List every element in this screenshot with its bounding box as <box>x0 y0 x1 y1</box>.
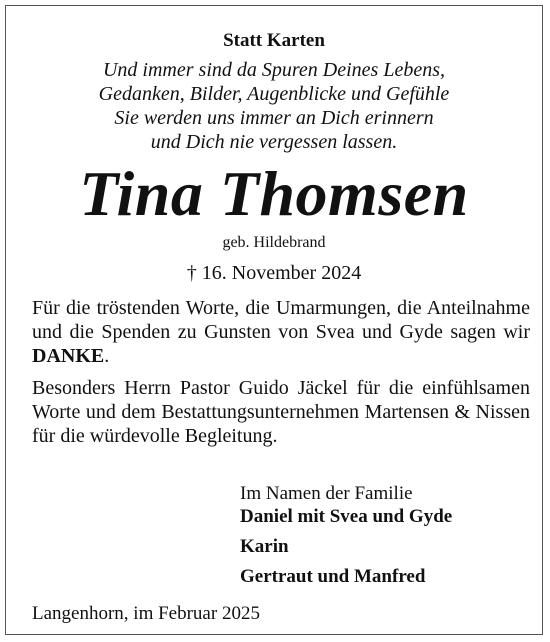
poem-line: Gedanken, Bilder, Augenblicke und Gefühle <box>98 83 450 105</box>
family-member: Gertraut und Manfred <box>240 566 426 587</box>
family-member: Daniel mit Svea und Gyde <box>240 506 453 527</box>
family-member: Karin <box>240 536 289 557</box>
place-date: Langenhorn, im Februar 2025 <box>32 603 260 624</box>
obituary-frame <box>5 5 543 635</box>
family-intro: Im Namen der Familie <box>240 483 413 504</box>
thanks-text: Für die tröstenden Worte, die Umarmungen, die Anteilnahme und die Spenden zu Gunsten von Svea und Gyde sagen wir <box>32 297 530 343</box>
poem-line: und Dich nie vergessen lassen. <box>150 131 398 153</box>
acknowledgement-paragraph: Besonders Herrn Pastor Guido Jäckel für die einfühlsamen Worte und dem Bestattungsunternehmen Martensen & Nissen für die würdevolle Begleitung. <box>32 377 530 447</box>
thanks-period: . <box>104 345 110 367</box>
deceased-name: Tina Thomsen <box>79 158 469 229</box>
poem-line: Und immer sind da Spuren Deines Lebens, <box>102 59 445 81</box>
death-date: 16. November 2024 <box>201 262 362 284</box>
poem <box>6 58 542 154</box>
poem-line: Sie werden uns immer an Dich erinnern <box>114 107 434 129</box>
thanks-paragraph <box>32 296 530 368</box>
danke-emphasis: DANKE <box>32 345 105 367</box>
death-line <box>6 262 542 285</box>
birth-name: geb. Hildebrand <box>222 234 326 251</box>
statt-karten-heading: Statt Karten <box>223 30 325 51</box>
dagger-icon: † <box>186 262 197 284</box>
